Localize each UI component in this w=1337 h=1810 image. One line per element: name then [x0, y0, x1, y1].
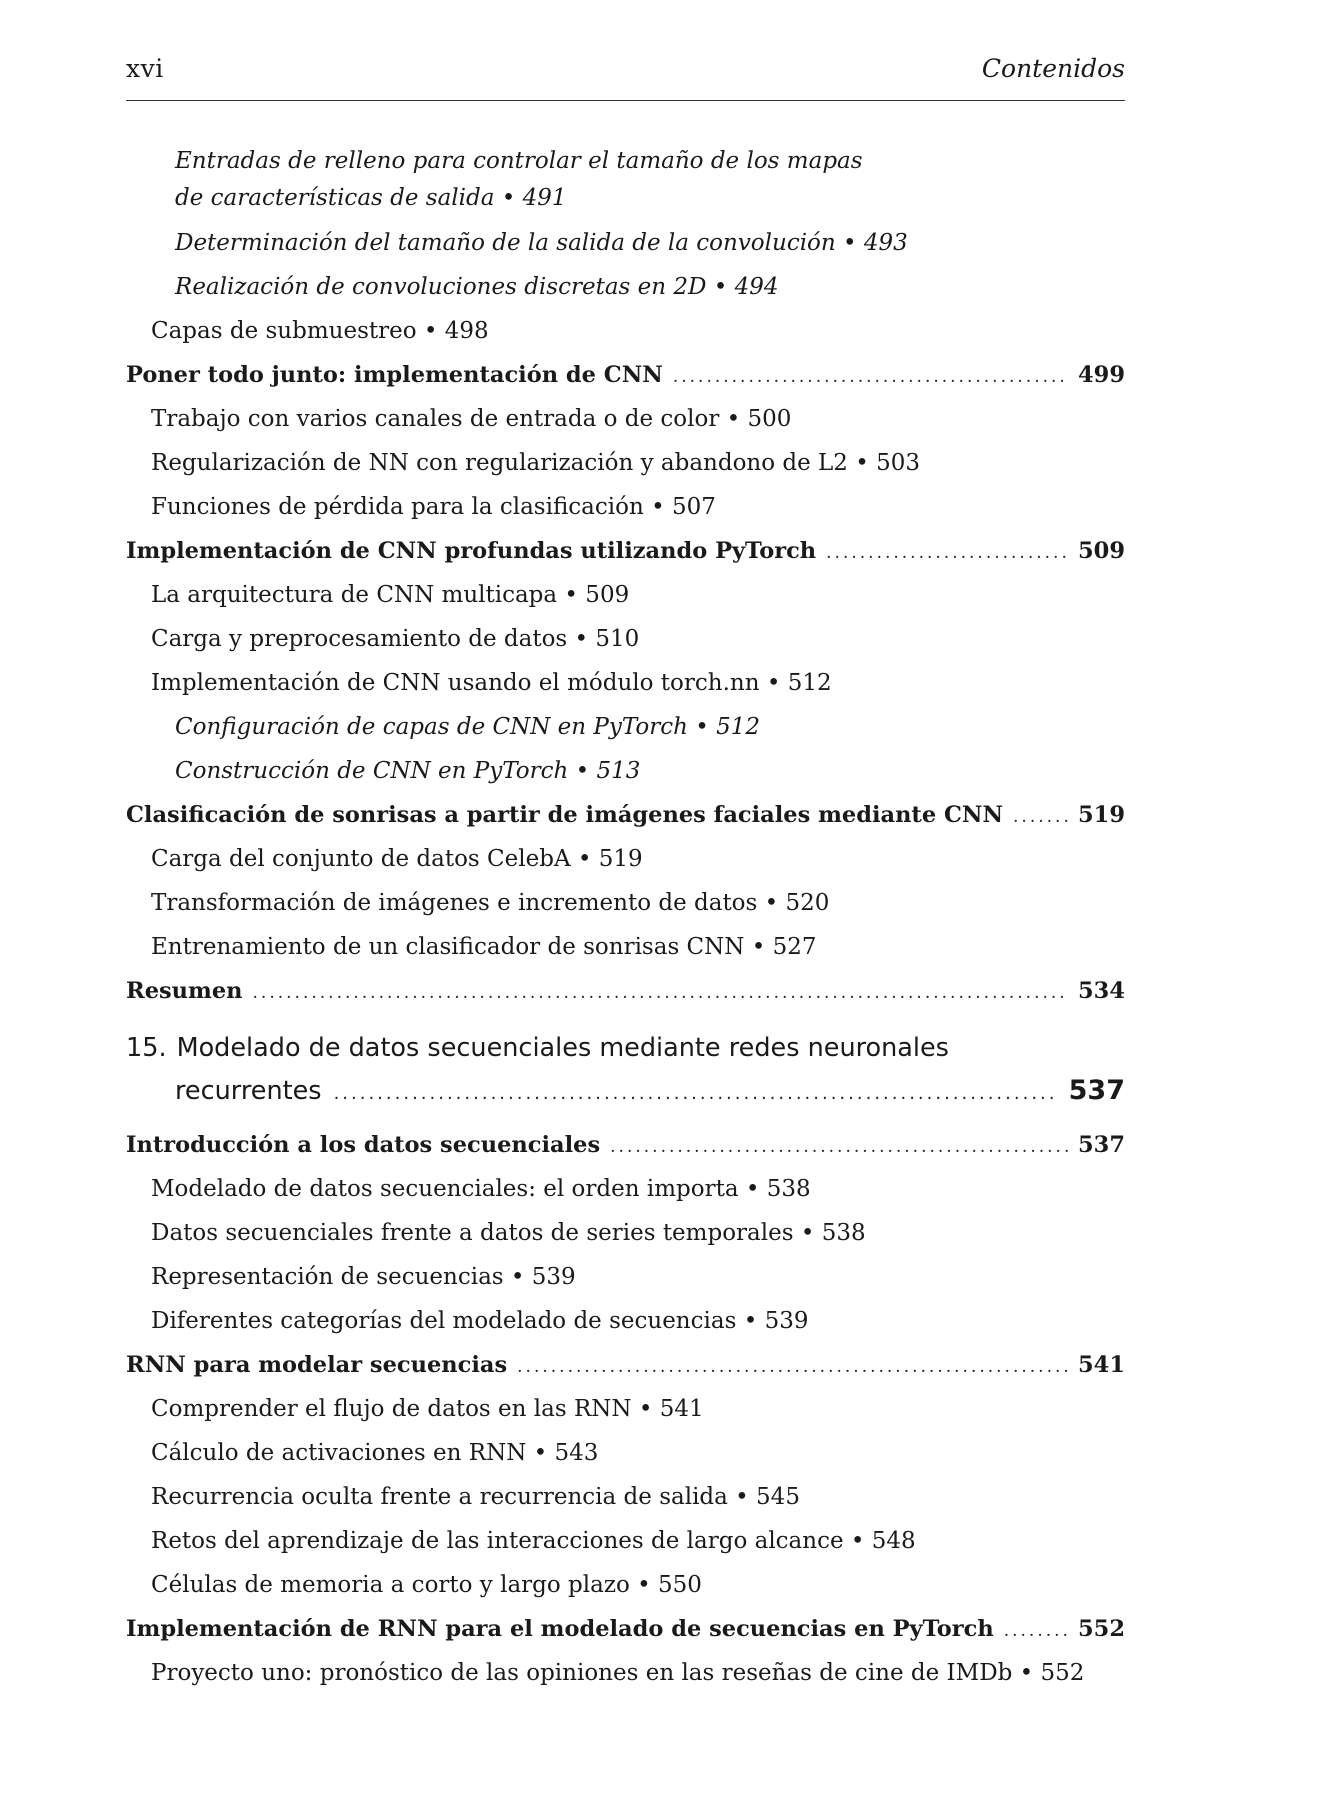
toc-entry — [126, 661, 1125, 705]
toc-entry-title: Células de memoria a corto y largo plazo • 550 — [151, 1572, 702, 1598]
toc-section-page: 499 — [1078, 362, 1125, 388]
toc-entry — [126, 1475, 1125, 1519]
toc-entry — [126, 837, 1125, 881]
toc-entry-title: Construcción de CNN en PyTorch • 513 — [175, 758, 641, 784]
toc-chapter-title-line2: recurrentes — [175, 1076, 322, 1106]
toc-section-title: Clasificación de sonrisas a partir de imágenes faciales mediante CNN — [126, 802, 1004, 828]
toc-entry-title: Funciones de pérdida para la clasificación • 507 — [151, 494, 716, 520]
table-of-contents — [126, 140, 1125, 1695]
running-title: Contenidos — [981, 54, 1125, 83]
toc-entry — [126, 1255, 1125, 1299]
toc-entry — [126, 485, 1125, 529]
toc-entry-title: Implementación de CNN usando el módulo torch.nn • 512 — [151, 670, 832, 696]
toc-entry-title: Proyecto uno: pronóstico de las opiniones en las reseñas de cine de IMDb • 552 — [151, 1660, 1085, 1686]
toc-entry-title: Entradas de relleno para controlar el tamaño de los mapas de características de salida • 491 — [175, 148, 863, 211]
toc-entry — [126, 1651, 1125, 1695]
toc-entry — [126, 1211, 1125, 1255]
toc-entry-title: Capas de submuestreo • 498 — [151, 318, 489, 344]
toc-entry-title: Carga y preprocesamiento de datos • 510 — [151, 626, 640, 652]
toc-entry — [126, 1563, 1125, 1607]
toc-entry-title: Diferentes categorías del modelado de secuencias • 539 — [151, 1308, 809, 1334]
toc-section-page: 534 — [1078, 978, 1125, 1004]
toc-section-page: 537 — [1078, 1132, 1125, 1158]
toc-chapter-line2 — [126, 1069, 1125, 1113]
toc-entry-title: Realización de convoluciones discretas en 2D • 494 — [175, 274, 779, 300]
toc-section — [126, 529, 1125, 573]
toc-entry-title: Transformación de imágenes e incremento de datos • 520 — [151, 890, 830, 916]
toc-section-title: Poner todo junto: implementación de CNN — [126, 362, 663, 388]
toc-section — [126, 793, 1125, 837]
toc-chapter-line1 — [126, 1027, 1125, 1069]
toc-entry-title: Retos del aprendizaje de las interacciones de largo alcance • 548 — [151, 1528, 916, 1554]
page-header — [126, 54, 1125, 101]
toc-section-title: Implementación de CNN profundas utilizando PyTorch — [126, 538, 817, 564]
toc-entry — [126, 397, 1125, 441]
toc-entry-title: Comprender el flujo de datos en las RNN • 541 — [151, 1396, 704, 1422]
toc-section-page: 519 — [1078, 802, 1125, 828]
toc-entry-title: Configuración de capas de CNN en PyTorch • 512 — [175, 714, 761, 740]
toc-entry — [126, 749, 1125, 793]
toc-entry-title: Recurrencia oculta frente a recurrencia de salida • 545 — [151, 1484, 800, 1510]
toc-entry — [126, 925, 1125, 969]
toc-entry-title: Determinación del tamaño de la salida de la convolución • 493 — [175, 230, 908, 256]
toc-section — [126, 1343, 1125, 1387]
toc-entry — [126, 309, 1125, 353]
toc-section-page: 552 — [1078, 1616, 1125, 1642]
toc-section — [126, 1123, 1125, 1167]
toc-entry-title: Datos secuenciales frente a datos de series temporales • 538 — [151, 1220, 866, 1246]
toc-entry — [126, 617, 1125, 661]
toc-entry — [126, 441, 1125, 485]
toc-entry — [126, 140, 875, 221]
toc-entry — [126, 881, 1125, 925]
toc-section-title: RNN para modelar secuencias — [126, 1352, 508, 1378]
toc-chapter — [126, 1027, 1125, 1113]
toc-chapter-title-line1: Modelado de datos secuenciales mediante redes neuronales — [176, 1033, 949, 1063]
toc-section-page: 541 — [1078, 1352, 1125, 1378]
toc-entry-title: Modelado de datos secuenciales: el orden importa • 538 — [151, 1176, 811, 1202]
toc-entry — [126, 1387, 1125, 1431]
toc-entry-title: La arquitectura de CNN multicapa • 509 — [151, 582, 630, 608]
toc-section-page: 509 — [1078, 538, 1125, 564]
toc-section-title: Resumen — [126, 978, 243, 1004]
toc-chapter-number: 15. — [126, 1033, 167, 1063]
toc-section — [126, 969, 1125, 1013]
toc-section — [126, 1607, 1125, 1651]
leader-dots — [334, 1072, 1057, 1116]
leader-dots — [1013, 795, 1068, 839]
toc-entry — [126, 1167, 1125, 1211]
leader-dots — [826, 531, 1068, 575]
toc-entry — [126, 705, 1125, 749]
toc-entry — [126, 1431, 1125, 1475]
leader-dots — [1004, 1609, 1068, 1653]
page-number: xvi — [126, 54, 164, 83]
toc-entry-title: Cálculo de activaciones en RNN • 543 — [151, 1440, 599, 1466]
leader-dots — [673, 355, 1068, 399]
toc-section-title: Introducción a los datos secuenciales — [126, 1132, 601, 1158]
toc-section-title: Implementación de RNN para el modelado de secuencias en PyTorch — [126, 1616, 994, 1642]
toc-entry — [126, 265, 1125, 309]
toc-entry-title: Carga del conjunto de datos CelebA • 519 — [151, 846, 643, 872]
toc-entry-title: Representación de secuencias • 539 — [151, 1264, 576, 1290]
toc-entry — [126, 573, 1125, 617]
toc-entry — [126, 221, 1125, 265]
toc-entry-title: Entrenamiento de un clasificador de sonrisas CNN • 527 — [151, 934, 817, 960]
leader-dots — [253, 971, 1069, 1015]
toc-entry — [126, 1519, 1125, 1563]
leader-dots — [517, 1345, 1068, 1389]
toc-entry-title: Trabajo con varios canales de entrada o de color • 500 — [151, 406, 792, 432]
toc-entry-title: Regularización de NN con regularización y abandono de L2 • 503 — [151, 450, 921, 476]
toc-entry — [126, 1299, 1125, 1343]
toc-chapter-page: 537 — [1068, 1075, 1125, 1106]
toc-section — [126, 353, 1125, 397]
leader-dots — [610, 1125, 1068, 1169]
